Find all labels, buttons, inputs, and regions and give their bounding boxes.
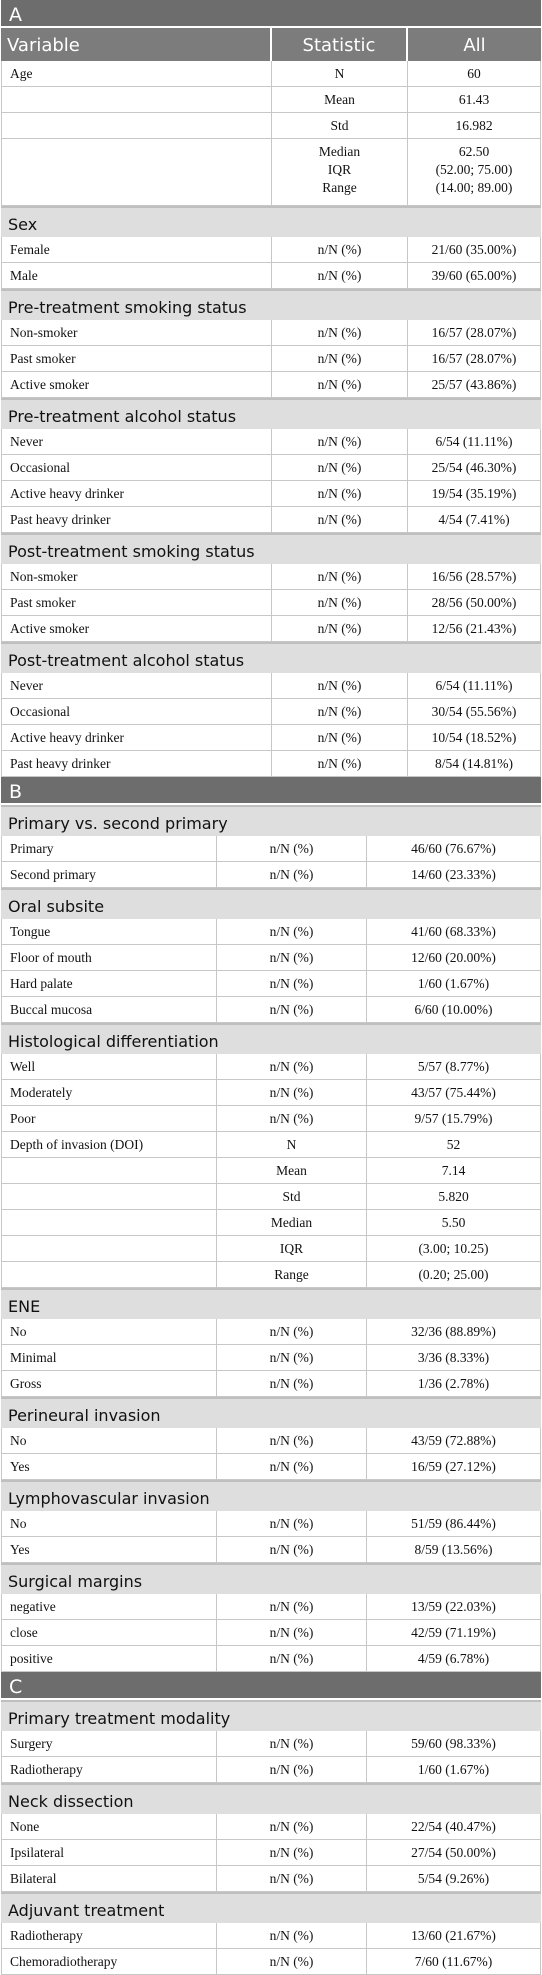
table-row [1,481,541,507]
group-header-surgical-margins: Surgical margins [1,1563,541,1594]
variable-cell: Radiotherapy [1,1757,217,1782]
table-row [1,1620,541,1646]
table-row [1,1949,541,1975]
variable-cell [1,139,272,205]
statistic-cell: Median [217,1210,367,1235]
value-cell: 46/60 (76.67%) [367,836,541,861]
table-row [1,971,541,997]
table-row [1,346,541,372]
statistic-cell: n/N (%) [217,1537,367,1562]
value-cell: 41/60 (68.33%) [367,919,541,944]
variable-cell: Well [1,1054,217,1079]
variable-cell: Past smoker [1,590,272,615]
group-header-pre-treatment-alcohol-status: Pre-treatment alcohol status [1,398,541,429]
statistic-cell: n/N (%) [217,971,367,996]
variable-cell: Ipsilateral [1,1840,217,1865]
variable-cell: Male [1,263,272,288]
table-row [1,725,541,751]
table-row [1,919,541,945]
value-cell: 9/57 (15.79%) [367,1106,541,1131]
table-row [1,1106,541,1132]
table-row [1,1511,541,1537]
table-row [1,751,541,777]
statistic-cell: n/N (%) [272,564,408,589]
value-cell: 42/59 (71.19%) [367,1620,541,1645]
table-row [1,507,541,533]
table-row [1,1537,541,1563]
statistic-cell: n/N (%) [217,1319,367,1344]
group-header-neck-dissection: Neck dissection [1,1783,541,1814]
statistic-cell [272,139,408,205]
variable-cell [1,1236,217,1261]
table-row [1,1594,541,1620]
table-row [1,836,541,862]
table-row [1,1923,541,1949]
value-cell: 1/36 (2.78%) [367,1371,541,1396]
statistic-cell: n/N (%) [272,237,408,262]
value-cell: 32/36 (88.89%) [367,1319,541,1344]
value-cell: 16/57 (28.07%) [408,320,541,345]
statistic-cell: n/N (%) [272,263,408,288]
table-row [1,237,541,263]
variable-cell: Primary [1,836,217,861]
value-cell: 22/54 (40.47%) [367,1814,541,1839]
table-row [1,1158,541,1184]
table-row [1,1454,541,1480]
statistic-cell: n/N (%) [217,1646,367,1671]
table-row [1,263,541,289]
statistic-cell: n/N (%) [217,1428,367,1453]
group-header-pre-treatment-smoking-status: Pre-treatment smoking status [1,289,541,320]
value-cell: 13/60 (21.67%) [367,1923,541,1948]
group-header-primary-treatment-modality: Primary treatment modality [1,1700,541,1731]
statistic-cell: n/N (%) [272,673,408,698]
value-cell: 51/59 (86.44%) [367,1511,541,1536]
table-row [1,1840,541,1866]
variable-cell: Active heavy drinker [1,481,272,506]
table-row [1,1731,541,1757]
statistic-cell-line: IQR [327,162,352,177]
table-row [1,1428,541,1454]
value-cell: 6/54 (11.11%) [408,429,541,454]
value-cell: 61.43 [408,87,541,112]
statistic-cell: n/N (%) [217,1345,367,1370]
table-row [1,699,541,725]
variable-cell: Active smoker [1,372,272,397]
variable-cell: Radiotherapy [1,1923,217,1948]
group-header-sex: Sex [1,206,541,237]
section-label-c: C [1,1672,541,1700]
table-row [1,590,541,616]
table-row [1,1814,541,1840]
table-row [1,320,541,346]
value-cell: 7.14 [367,1158,541,1183]
variable-cell: negative [1,1594,217,1619]
variable-cell: Occasional [1,699,272,724]
statistic-cell: n/N (%) [272,590,408,615]
group-header-post-treatment-alcohol-status: Post-treatment alcohol status [1,642,541,673]
variable-cell: Yes [1,1454,217,1479]
value-cell: 16/57 (28.07%) [408,346,541,371]
value-cell: 5.50 [367,1210,541,1235]
value-cell-line: (14.00; 89.00) [435,180,513,195]
value-cell: 59/60 (98.33%) [367,1731,541,1756]
value-cell: 14/60 (23.33%) [367,862,541,887]
variable-cell [1,87,272,112]
variable-cell: Bilateral [1,1866,217,1891]
column-header-statistic: Statistic [272,28,408,61]
statistic-cell: n/N (%) [272,372,408,397]
statistic-cell: n/N (%) [217,1080,367,1105]
statistic-cell: Std [272,113,408,138]
variable-cell: Second primary [1,862,217,887]
statistic-cell: n/N (%) [217,997,367,1022]
table-row [1,1319,541,1345]
value-cell: 8/59 (13.56%) [367,1537,541,1562]
variable-cell [1,1184,217,1209]
table-row [1,61,541,87]
value-cell: 16/59 (27.12%) [367,1454,541,1479]
value-cell [408,139,541,205]
statistic-cell-line: Median [318,144,361,159]
table-row [1,997,541,1023]
statistic-cell: n/N (%) [272,429,408,454]
group-header-oral-subsite: Oral subsite [1,888,541,919]
statistic-cell-line: Range [322,180,357,195]
statistic-cell: n/N (%) [217,1054,367,1079]
variable-cell: Surgery [1,1731,217,1756]
value-cell: 12/56 (21.43%) [408,616,541,641]
variable-cell: Age [1,61,272,86]
value-cell: 21/60 (35.00%) [408,237,541,262]
statistic-cell: n/N (%) [272,699,408,724]
column-header-all: All [463,35,486,56]
variable-cell: Poor [1,1106,217,1131]
value-cell: 5/54 (9.26%) [367,1866,541,1891]
value-cell: 39/60 (65.00%) [408,263,541,288]
statistic-cell: n/N (%) [217,1371,367,1396]
group-header-lymphovascular-invasion: Lymphovascular invasion [1,1480,541,1511]
table-row [1,862,541,888]
variable-cell [1,1262,217,1287]
value-cell: 16/56 (28.57%) [408,564,541,589]
variable-cell: Past heavy drinker [1,507,272,532]
table-row [1,1371,541,1397]
variable-cell: Depth of invasion (DOI) [1,1132,217,1157]
table-row [1,87,541,113]
statistic-cell: n/N (%) [272,616,408,641]
statistic-cell: n/N (%) [217,945,367,970]
variable-cell: Past heavy drinker [1,751,272,776]
value-cell: 43/57 (75.44%) [367,1080,541,1105]
table-row [1,1236,541,1262]
value-cell: (3.00; 10.25) [367,1236,541,1261]
variable-cell: positive [1,1646,217,1671]
table-row [1,564,541,590]
table-row [1,1866,541,1892]
variable-cell: No [1,1428,217,1453]
value-cell: 16.982 [408,113,541,138]
statistic-cell: n/N (%) [272,455,408,480]
value-cell: 52 [367,1132,541,1157]
variable-cell [1,1210,217,1235]
value-cell: 7/60 (11.67%) [367,1949,541,1974]
statistic-cell: n/N (%) [217,1594,367,1619]
variable-cell: Chemoradiotherapy [1,1949,217,1974]
value-cell: 5.820 [367,1184,541,1209]
statistic-cell: n/N (%) [217,1731,367,1756]
value-cell: 8/54 (14.81%) [408,751,541,776]
statistic-cell: n/N (%) [217,1866,367,1891]
table-row [1,616,541,642]
data-table [1,0,541,1975]
value-cell: 4/59 (6.78%) [367,1646,541,1671]
value-cell-line: (52.00; 75.00) [435,162,513,177]
variable-cell: Buccal mucosa [1,997,217,1022]
statistic-cell: n/N (%) [272,320,408,345]
statistic-cell: Std [217,1184,367,1209]
table-row [1,1757,541,1783]
variable-cell: Floor of mouth [1,945,217,970]
value-cell: 10/54 (18.52%) [408,725,541,750]
statistic-cell: n/N (%) [217,919,367,944]
statistic-cell: n/N (%) [217,1840,367,1865]
statistic-cell: n/N (%) [217,1949,367,1974]
variable-cell: Non-smoker [1,564,272,589]
section-label-a: A [1,0,541,28]
value-cell: 13/59 (22.03%) [367,1594,541,1619]
group-header-histological-differentiation: Histological differentiation [1,1023,541,1054]
table-row [1,1262,541,1288]
table-row [1,1132,541,1158]
variable-cell [1,1158,217,1183]
variable-cell: Moderately [1,1080,217,1105]
statistic-cell: n/N (%) [217,862,367,887]
table-row [1,945,541,971]
table-row [1,372,541,398]
value-cell: 6/54 (11.11%) [408,673,541,698]
variable-cell: No [1,1319,217,1344]
variable-cell: Past smoker [1,346,272,371]
table-row [1,1345,541,1371]
variable-cell: Active smoker [1,616,272,641]
table-row [1,1210,541,1236]
value-cell: 4/54 (7.41%) [408,507,541,532]
statistic-cell: n/N (%) [217,1923,367,1948]
variable-cell: Yes [1,1537,217,1562]
variable-cell: None [1,1814,217,1839]
statistic-cell: n/N (%) [272,751,408,776]
statistic-cell: n/N (%) [217,1511,367,1536]
variable-cell [1,113,272,138]
group-header-adjuvant-treatment: Adjuvant treatment [1,1892,541,1923]
value-cell: 1/60 (1.67%) [367,1757,541,1782]
table-row [1,455,541,481]
value-cell: 60 [408,61,541,86]
table-row [1,1054,541,1080]
table-row [1,429,541,455]
statistic-cell: n/N (%) [272,346,408,371]
statistic-cell: n/N (%) [272,481,408,506]
variable-cell: Active heavy drinker [1,725,272,750]
value-cell: 1/60 (1.67%) [367,971,541,996]
variable-cell: Tongue [1,919,217,944]
table-row [1,1646,541,1672]
statistic-cell: N [272,61,408,86]
variable-cell: Never [1,429,272,454]
value-cell: 25/57 (43.86%) [408,372,541,397]
value-cell: 25/54 (46.30%) [408,455,541,480]
value-cell: 27/54 (50.00%) [367,1840,541,1865]
value-cell: 19/54 (35.19%) [408,481,541,506]
variable-cell: close [1,1620,217,1645]
column-header-row [1,28,541,61]
value-cell: 28/56 (50.00%) [408,590,541,615]
value-cell: 12/60 (20.00%) [367,945,541,970]
value-cell: 30/54 (55.56%) [408,699,541,724]
group-header-perineural-invasion: Perineural invasion [1,1397,541,1428]
variable-cell: Female [1,237,272,262]
statistic-cell: n/N (%) [217,1814,367,1839]
value-cell: (0.20; 25.00) [367,1262,541,1287]
statistic-cell: N [217,1132,367,1157]
statistic-cell: n/N (%) [217,1757,367,1782]
group-header-post-treatment-smoking-status: Post-treatment smoking status [1,533,541,564]
value-cell: 6/60 (10.00%) [367,997,541,1022]
statistic-cell: n/N (%) [272,725,408,750]
column-header-variable: Variable [1,28,272,61]
table-row [1,139,541,206]
statistic-cell: n/N (%) [217,1620,367,1645]
variable-cell: Occasional [1,455,272,480]
section-label-b: B [1,777,541,805]
statistic-cell: Mean [217,1158,367,1183]
table-row [1,1080,541,1106]
variable-cell: Never [1,673,272,698]
variable-cell: Hard palate [1,971,217,996]
statistic-cell: Range [217,1262,367,1287]
variable-cell: Minimal [1,1345,217,1370]
statistic-cell: IQR [217,1236,367,1261]
table-row [1,673,541,699]
variable-cell: No [1,1511,217,1536]
variable-cell: Non-smoker [1,320,272,345]
group-header-ene: ENE [1,1288,541,1319]
statistic-cell: n/N (%) [217,1454,367,1479]
table-row [1,113,541,139]
table-row [1,1184,541,1210]
value-cell: 43/59 (72.88%) [367,1428,541,1453]
variable-cell: Gross [1,1371,217,1396]
statistic-cell: n/N (%) [272,507,408,532]
value-cell-line: 62.50 [458,144,490,159]
value-cell: 5/57 (8.77%) [367,1054,541,1079]
statistic-cell: n/N (%) [217,1106,367,1131]
value-cell: 3/36 (8.33%) [367,1345,541,1370]
statistic-cell: Mean [272,87,408,112]
group-header-primary-vs-second-primary: Primary vs. second primary [1,805,541,836]
statistic-cell: n/N (%) [217,836,367,861]
